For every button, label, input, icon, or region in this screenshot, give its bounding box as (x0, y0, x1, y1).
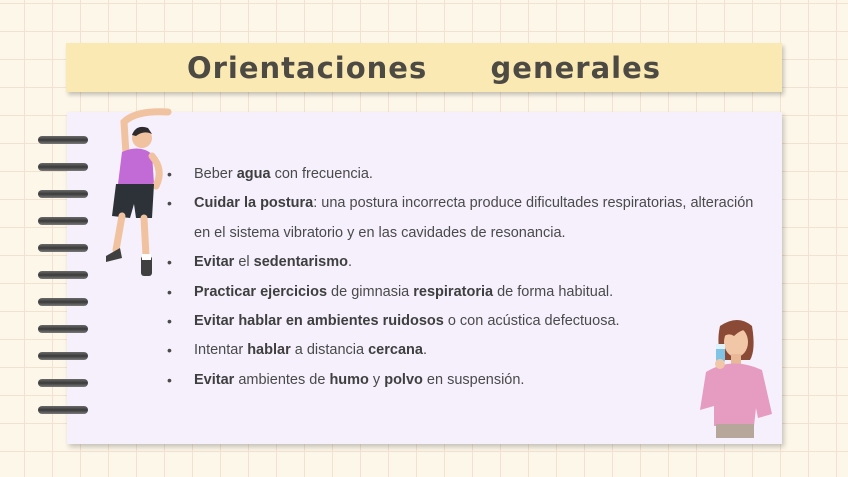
text-run: en suspensión. (422, 371, 525, 388)
bold-text: Practicar ejercicios (194, 283, 328, 300)
text-run: . (422, 342, 427, 359)
text-run: con frecuencia. (270, 166, 373, 182)
bullet-item (166, 189, 766, 248)
spiral-ring (38, 163, 88, 171)
text-run: a distancia (290, 342, 369, 359)
bold-text: Cuidar la postura (194, 195, 314, 212)
bullet-item (166, 160, 766, 189)
bullet-item (166, 278, 766, 307)
text-run: o con acústica defectuosa. (443, 313, 620, 330)
spiral-ring (38, 379, 88, 387)
stretching-man-illustration (96, 108, 176, 280)
bullet-item (166, 307, 766, 336)
spiral-ring (38, 325, 88, 333)
bullet-item (166, 366, 766, 395)
text-run: el (234, 254, 254, 271)
bold-text: cercana (368, 342, 423, 359)
bold-text: Evitar (194, 254, 235, 271)
spiral-ring (38, 217, 88, 225)
title-banner (66, 43, 782, 92)
woman-drinking-water-illustration (692, 314, 784, 438)
page-title: Orientaciones generales (186, 50, 662, 85)
bullet-list (166, 160, 766, 395)
spiral-ring (38, 352, 88, 360)
bold-text: respiratoria (413, 283, 494, 300)
bold-text: Evitar hablar en ambientes ruidosos (194, 313, 444, 330)
bold-text: hablar (247, 342, 291, 359)
bold-text: humo (329, 371, 369, 388)
text-run: ambientes de (234, 371, 330, 388)
spiral-ring (38, 190, 88, 198)
bullet-item (166, 336, 766, 365)
text-run: : una postura incorrecta produce dificultades respiratorias, alteración en el sistema vibratorio y en las cavidades de resonancia. (194, 195, 754, 241)
bold-text: Evitar (194, 371, 235, 388)
text-run: de gimnasia (327, 283, 414, 300)
spiral-ring (38, 271, 88, 279)
text-run: de forma habitual. (493, 283, 614, 300)
bold-text: agua (236, 166, 271, 182)
spiral-ring (38, 136, 88, 144)
bullet-item (166, 248, 766, 277)
text-run: y (368, 371, 385, 388)
spiral-ring (38, 244, 88, 252)
spiral-ring (38, 406, 88, 414)
text-run: Beber (194, 166, 237, 182)
text-run: Intentar (194, 342, 248, 359)
bold-text: polvo (384, 371, 423, 388)
spiral-ring (38, 298, 88, 306)
bold-text: sedentarismo (253, 254, 348, 271)
text-run: . (347, 254, 352, 271)
